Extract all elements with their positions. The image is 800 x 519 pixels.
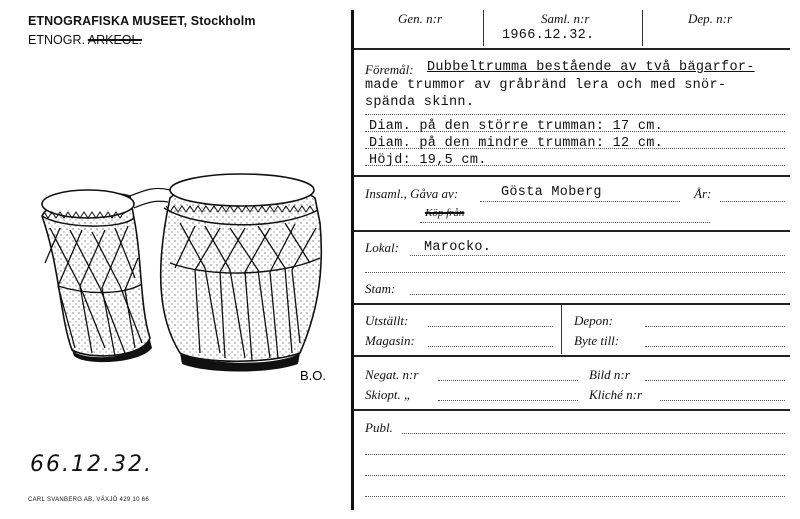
foremal-line-1: Dubbeltrumma bestående av två bägarfor-: [427, 60, 755, 75]
department-line: [28, 33, 142, 47]
rule-negat: [354, 409, 790, 411]
card-divider: [351, 10, 354, 510]
museum-city: Stockholm: [190, 14, 256, 28]
publ-dotted-2: [365, 454, 785, 455]
byte-label: Byte till:: [574, 333, 620, 348]
foremal-dotted-2: [365, 131, 785, 132]
foremal-line-6: Höjd: 19,5 cm.: [369, 153, 487, 168]
rule-header: [354, 48, 790, 50]
lokal-dotted-2: [365, 272, 785, 273]
foremal-dotted-1: [365, 114, 785, 115]
printer-credit: CARL SVANBERG AB, VÄXJÖ 429 10 66: [28, 497, 149, 503]
insaml-label: Insaml., Gåva av:: [365, 186, 459, 201]
utstallt-label: Utställt:: [365, 313, 409, 328]
museum-header: [28, 14, 256, 28]
stam-dotted: [410, 294, 785, 295]
foremal-dotted-3: [365, 148, 785, 149]
kop-struck: Köp från: [425, 207, 465, 219]
small-drum: [42, 190, 152, 362]
foremal-line-2: made trummor av gråbränd lera och med snör-: [365, 78, 727, 93]
bild-dotted: [645, 380, 785, 381]
foremal-line-4: Diam. på den större trumman: 17 cm.: [369, 119, 664, 134]
kop-dotted: [420, 222, 710, 223]
rule-utstallt: [354, 355, 790, 357]
department-prefix: ETNOGR.: [28, 33, 85, 47]
kliche-label: Kliché n:r: [589, 387, 643, 402]
skiopt-dotted: [438, 400, 578, 401]
rule-foremal: [354, 175, 790, 177]
saml-value: 1966.12.32.: [502, 28, 595, 43]
header-sep-2: [642, 10, 643, 46]
magasin-dotted: [428, 346, 553, 347]
rule-insaml: [354, 230, 790, 232]
foremal-line-3: spända skinn.: [365, 95, 475, 110]
depon-label: Depon:: [574, 313, 613, 328]
gen-label: Gen. n:r: [398, 11, 443, 26]
museum-name: ETNOGRAFISKA MUSEET,: [28, 14, 188, 28]
publ-label: Publ.: [365, 420, 393, 435]
depon-dotted: [645, 326, 785, 327]
magasin-label: Magasin:: [365, 333, 415, 348]
insaml-dotted: [480, 201, 680, 202]
dep-label: Dep. n:r: [688, 11, 733, 26]
bild-label: Bild n:r: [589, 367, 630, 382]
rule-lokal: [354, 303, 790, 305]
drum-illustration: [30, 168, 355, 388]
large-drum: [161, 174, 322, 372]
publ-dotted-3: [365, 475, 785, 476]
foremal-dotted-4: [365, 165, 785, 166]
header-sep-1: [483, 10, 484, 46]
foremal-label: Föremål:: [365, 62, 414, 77]
publ-dotted-4: [365, 496, 785, 497]
publ-dotted-1: [402, 433, 785, 434]
negat-dotted: [438, 380, 578, 381]
negat-label: Negat. n:r: [365, 367, 419, 382]
insaml-value: Gösta Moberg: [501, 185, 602, 200]
stam-label: Stam:: [365, 281, 396, 296]
department-struck: ARKEOL.: [87, 33, 142, 47]
handwritten-inventory-number: 66.12.32.: [30, 452, 153, 477]
saml-label: Saml. n:r: [541, 11, 590, 26]
utstallt-sep: [561, 304, 562, 354]
utstallt-dotted: [428, 326, 553, 327]
artist-initials: B.O.: [300, 368, 327, 383]
lokal-label: Lokal:: [365, 240, 399, 255]
lokal-value: Marocko.: [424, 240, 492, 255]
ar-label: År:: [694, 186, 712, 201]
foremal-line-5: Diam. på den mindre trumman: 12 cm.: [369, 136, 664, 151]
lokal-dotted-1: [410, 255, 785, 256]
ar-dotted: [720, 201, 785, 202]
skiopt-label: Skiopt. „: [365, 387, 412, 402]
byte-dotted: [645, 346, 785, 347]
kliche-dotted: [660, 400, 785, 401]
